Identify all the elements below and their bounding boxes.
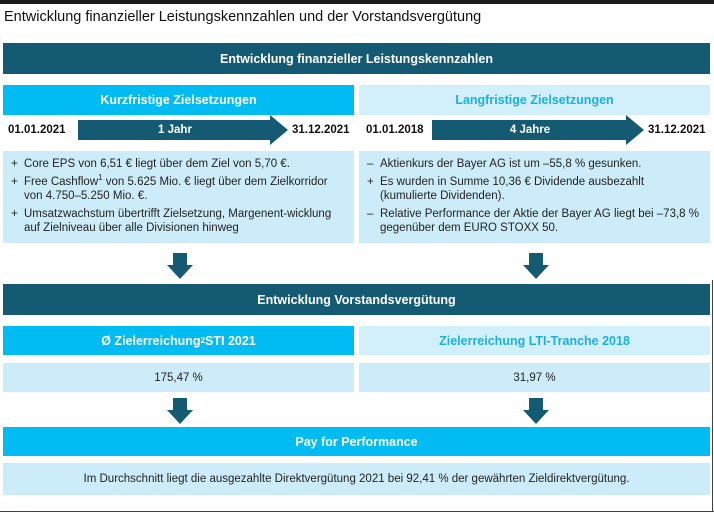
footnote-marker: 1: [98, 172, 103, 182]
list-item: + Umsatzwachstum übertrifft Zielsetzung, Margenent-wicklung auf Zielniveau über alle Divisionen hinweg: [11, 207, 332, 234]
long-term-end-date: 31.12.2021: [648, 124, 706, 136]
right-rule: [712, 280, 713, 512]
pay-for-performance-header: Pay for Performance: [3, 427, 710, 456]
arrow-head-icon: [626, 115, 644, 145]
page-title: Entwicklung finanzieller Leistungskennzahlen und der Vorstandsvergütung: [4, 9, 482, 25]
section-header-performance: Entwicklung finanzieller Leistungskennzahlen: [3, 43, 710, 74]
short-term-end-date: 31.12.2021: [292, 124, 350, 136]
down-arrow-icon: [523, 253, 549, 279]
list-item: + Core EPS von 6,51 € liegt über dem Ziel von 5,70 €.: [11, 158, 290, 170]
short-term-duration: 1 Jahr: [78, 120, 272, 140]
list-item: – Relative Performance der Aktie der Bayer AG liegt bei –73,8 % gegenüber dem EURO STOXX 50.: [367, 207, 699, 234]
top-rule: [0, 0, 714, 4]
arrow-head-icon: [270, 115, 288, 145]
long-term-start-date: 01.01.2018: [366, 124, 424, 136]
down-arrow-icon: [523, 398, 549, 424]
lti-value: 31,97 %: [359, 363, 710, 392]
long-term-results: [359, 151, 710, 243]
lti-header: Zielerreichung LTI-Tranche 2018: [359, 326, 710, 355]
list-item: + Es wurden in Summe 10,36 € Dividende ausbezahlt (kumulierte Dividenden).: [367, 175, 645, 202]
list-item: + Free Cashflow$^1$ von 5.625 Mio. € liegt über dem Zielkorridor von 4.750–5.250 Mio. €.: [11, 172, 328, 202]
list-item: – Aktienkurs der Bayer AG ist um –55,8 % gesunken.: [367, 158, 642, 170]
short-term-results: [3, 151, 354, 243]
bottom-rule: [0, 511, 714, 512]
summary-text: Im Durchschnitt liegt die ausgezahlte Direktvergütung 2021 bei 92,41 % der gewährten Zieldirektvergütung.: [3, 463, 710, 495]
section-header-compensation: Entwicklung Vorstandsvergütung: [3, 284, 710, 315]
down-arrow-icon: [167, 253, 193, 279]
long-term-duration: 4 Jahre: [432, 120, 628, 140]
long-term-timeline-arrow: [432, 115, 644, 145]
short-term-start-date: 01.01.2021: [8, 124, 66, 136]
sti-header: Ø Zielerreichung 2 STI 2021: [3, 326, 354, 355]
sti-value: 175,47 %: [3, 363, 354, 392]
short-term-header: Kurzfristige Zielsetzungen: [3, 85, 354, 115]
short-term-timeline-arrow: [78, 115, 288, 145]
down-arrow-icon: [167, 398, 193, 424]
long-term-header: Langfristige Zielsetzungen: [359, 85, 710, 115]
